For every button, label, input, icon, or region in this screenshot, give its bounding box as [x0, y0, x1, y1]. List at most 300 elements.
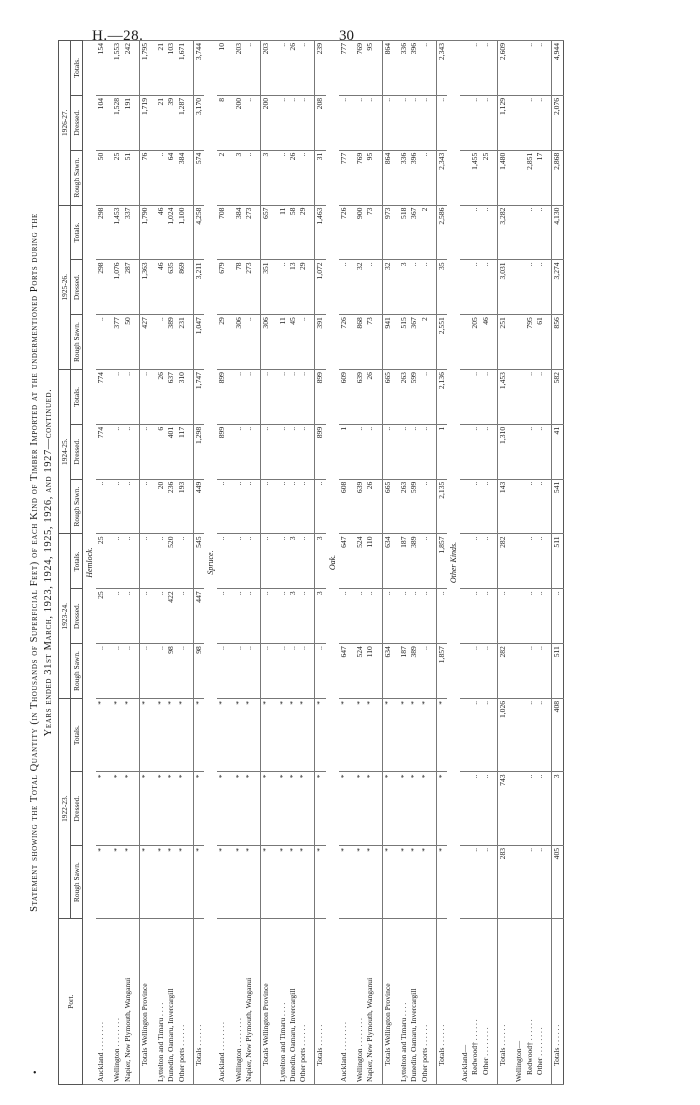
- value-cell: ..: [525, 772, 535, 845]
- value-cell: ..: [420, 534, 430, 589]
- value-cell: 103: [166, 41, 176, 96]
- value-cell: *: [278, 698, 288, 772]
- value-cell: [514, 534, 524, 589]
- value-cell: 973: [382, 205, 393, 260]
- value-cell: ..: [481, 424, 491, 479]
- value-cell: 26: [288, 150, 298, 205]
- value-cell: ..: [470, 772, 480, 845]
- value-cell: ..: [535, 589, 545, 644]
- value-cell: *: [234, 698, 244, 772]
- value-cell: ..: [535, 479, 545, 534]
- value-cell: [514, 260, 524, 315]
- port-cell: Wellington . . . . . . . .: [112, 919, 122, 1085]
- value-cell: ..: [535, 644, 545, 699]
- value-cell: 1,857: [436, 534, 447, 589]
- value-cell: ..: [420, 479, 430, 534]
- value-cell: [514, 772, 524, 845]
- value-cell: *: [298, 772, 308, 845]
- value-cell: *: [288, 845, 298, 918]
- value-cell: 3: [234, 150, 244, 205]
- value-cell: 26: [288, 41, 298, 96]
- value-cell: 545: [194, 534, 205, 589]
- value-cell: 32: [355, 260, 365, 315]
- value-cell: *: [409, 698, 419, 772]
- value-cell: 2,586: [436, 205, 447, 260]
- value-cell: 283: [498, 845, 509, 918]
- value-cell: ..: [420, 260, 430, 315]
- value-cell: *: [420, 845, 430, 918]
- value-cell: *: [139, 698, 150, 772]
- value-cell: ..: [278, 534, 288, 589]
- value-cell: [460, 41, 470, 96]
- value-cell: ..: [112, 370, 122, 425]
- value-cell: 51: [123, 150, 133, 205]
- value-cell: 191: [123, 95, 133, 150]
- value-cell: ..: [278, 370, 288, 425]
- value-cell: ..: [481, 534, 491, 589]
- value-cell: *: [409, 772, 419, 845]
- value-cell: ..: [525, 205, 535, 260]
- value-cell: 203: [261, 41, 272, 96]
- value-cell: 869: [177, 260, 187, 315]
- totals-row: [382, 41, 393, 1085]
- port-cell: Auckland . . . . . . . .: [96, 919, 106, 1085]
- value-cell: 520: [166, 534, 176, 589]
- port-cell: Other . . . . . . . .: [535, 919, 545, 1085]
- value-cell: 2,343: [436, 150, 447, 205]
- rough-sawn-header: Rough Sawn.: [71, 644, 83, 699]
- value-cell: ..: [278, 150, 288, 205]
- value-cell: ..: [470, 41, 480, 96]
- value-cell: 200: [234, 95, 244, 150]
- dressed-header: Dressed.: [71, 589, 83, 644]
- value-cell: ..: [298, 424, 308, 479]
- value-cell: ..: [234, 589, 244, 644]
- value-cell: 3: [261, 150, 272, 205]
- year-header: 1926-27.: [59, 41, 71, 206]
- value-cell: ..: [525, 534, 535, 589]
- value-cell: ..: [298, 315, 308, 370]
- value-cell: 351: [261, 260, 272, 315]
- value-cell: 1,453: [112, 205, 122, 260]
- value-cell: [460, 150, 470, 205]
- value-cell: [514, 479, 524, 534]
- section-heading: Hemlock.: [83, 41, 97, 1085]
- value-cell: 726: [339, 315, 349, 370]
- value-cell: 200: [261, 95, 272, 150]
- value-cell: ..: [382, 589, 393, 644]
- value-cell: 899: [315, 370, 326, 425]
- value-cell: ..: [298, 95, 308, 150]
- value-cell: ..: [399, 589, 409, 644]
- table-row: [470, 41, 480, 1085]
- value-cell: *: [156, 845, 166, 918]
- value-cell: *: [399, 698, 409, 772]
- value-cell: ..: [535, 698, 545, 772]
- value-cell: 665: [382, 370, 393, 425]
- value-cell: [514, 41, 524, 96]
- value-cell: 647: [339, 644, 349, 699]
- value-cell: 3,031: [498, 260, 509, 315]
- value-cell: [460, 772, 470, 845]
- value-cell: ..: [288, 370, 298, 425]
- value-cell: 518: [399, 205, 409, 260]
- totals-row: [261, 41, 272, 1085]
- value-cell: ..: [112, 424, 122, 479]
- value-cell: 193: [177, 479, 187, 534]
- value-cell: *: [288, 772, 298, 845]
- value-cell: 1,287: [177, 95, 187, 150]
- rotated-table-region: [28, 40, 678, 1085]
- value-cell: 20: [156, 479, 166, 534]
- value-cell: 3: [399, 260, 409, 315]
- port-cell: Other ports . . . . . .: [420, 919, 430, 1085]
- value-cell: *: [96, 698, 106, 772]
- value-cell: [514, 589, 524, 644]
- value-cell: 6: [156, 424, 166, 479]
- value-cell: 336: [399, 41, 409, 96]
- value-cell: [460, 589, 470, 644]
- value-cell: 337: [123, 205, 133, 260]
- year-header: 1922-23.: [59, 698, 71, 918]
- section-heading-row: [447, 41, 460, 1085]
- value-cell: 32: [382, 260, 393, 315]
- value-cell: [460, 534, 470, 589]
- value-cell: ..: [481, 772, 491, 845]
- value-cell: *: [112, 845, 122, 918]
- value-cell: 3: [315, 534, 326, 589]
- value-cell: ..: [234, 424, 244, 479]
- value-cell: 25: [481, 150, 491, 205]
- value-cell: ..: [409, 260, 419, 315]
- value-cell: *: [112, 772, 122, 845]
- value-cell: 367: [409, 315, 419, 370]
- value-cell: ..: [420, 370, 430, 425]
- value-cell: *: [399, 772, 409, 845]
- value-cell: ..: [123, 589, 133, 644]
- value-cell: *: [194, 845, 205, 918]
- value-cell: *: [244, 698, 254, 772]
- value-cell: ..: [156, 534, 166, 589]
- value-cell: ..: [481, 205, 491, 260]
- section-heading-row: [204, 41, 217, 1085]
- value-cell: ..: [234, 534, 244, 589]
- value-cell: 251: [498, 315, 509, 370]
- value-cell: 187: [399, 534, 409, 589]
- value-cell: ..: [139, 589, 150, 644]
- value-cell: ..: [436, 589, 447, 644]
- value-cell: ..: [234, 370, 244, 425]
- value-cell: *: [123, 845, 133, 918]
- value-cell: 864: [382, 41, 393, 96]
- value-cell: ..: [365, 424, 375, 479]
- value-cell: ..: [481, 479, 491, 534]
- value-cell: *: [166, 845, 176, 918]
- value-cell: 306: [261, 315, 272, 370]
- value-cell: ..: [288, 95, 298, 150]
- value-cell: 599: [409, 370, 419, 425]
- value-cell: 1,719: [139, 95, 150, 150]
- value-cell: ..: [525, 41, 535, 96]
- value-cell: 1,026: [498, 698, 509, 772]
- value-cell: 377: [112, 315, 122, 370]
- value-cell: 2,136: [436, 370, 447, 425]
- value-cell: 154: [96, 41, 106, 96]
- value-cell: 25: [112, 150, 122, 205]
- value-cell: ..: [288, 479, 298, 534]
- totals-header: Totals.: [71, 41, 83, 96]
- value-cell: 64: [166, 150, 176, 205]
- value-cell: ..: [481, 698, 491, 772]
- value-cell: 634: [382, 534, 393, 589]
- value-cell: *: [436, 772, 447, 845]
- value-cell: 1,463: [315, 205, 326, 260]
- value-cell: *: [409, 845, 419, 918]
- value-cell: 396: [409, 150, 419, 205]
- value-cell: 45: [288, 315, 298, 370]
- value-cell: 639: [355, 370, 365, 425]
- value-cell: 422: [166, 589, 176, 644]
- value-cell: 774: [96, 424, 106, 479]
- value-cell: 110: [365, 534, 375, 589]
- value-cell: ..: [244, 315, 254, 370]
- value-cell: ..: [288, 644, 298, 699]
- port-cell: Redwood† . . . . . .: [525, 919, 535, 1085]
- value-cell: 2,076: [552, 95, 563, 150]
- value-cell: *: [123, 772, 133, 845]
- value-cell: *: [156, 698, 166, 772]
- table-row: [339, 41, 349, 1085]
- value-cell: ..: [96, 315, 106, 370]
- value-cell: 384: [234, 205, 244, 260]
- value-cell: ..: [420, 644, 430, 699]
- value-cell: ..: [399, 95, 409, 150]
- value-cell: 2,851: [525, 150, 535, 205]
- value-cell: 298: [96, 205, 106, 260]
- value-cell: 391: [315, 315, 326, 370]
- section-heading-row: [326, 41, 339, 1085]
- value-cell: 647: [339, 534, 349, 589]
- value-cell: [460, 315, 470, 370]
- value-cell: 1,795: [139, 41, 150, 96]
- value-cell: 3: [288, 589, 298, 644]
- value-cell: 774: [96, 370, 106, 425]
- value-cell: 449: [194, 479, 205, 534]
- totals-row: [315, 41, 326, 1085]
- table-row: [278, 41, 288, 1085]
- value-cell: 3: [288, 534, 298, 589]
- table-row: [525, 41, 535, 1085]
- value-cell: ..: [177, 644, 187, 699]
- table-row: [288, 41, 298, 1085]
- value-cell: 3,274: [552, 260, 563, 315]
- value-cell: ..: [355, 95, 365, 150]
- value-cell: *: [315, 845, 326, 918]
- value-cell: 26: [365, 479, 375, 534]
- value-cell: ..: [525, 479, 535, 534]
- value-cell: ..: [470, 845, 480, 918]
- value-cell: ..: [365, 589, 375, 644]
- value-cell: *: [139, 845, 150, 918]
- value-cell: [460, 260, 470, 315]
- value-cell: ..: [234, 644, 244, 699]
- year-header: 1925-26.: [59, 205, 71, 369]
- value-cell: ..: [217, 479, 227, 534]
- value-cell: 427: [139, 315, 150, 370]
- value-cell: ..: [420, 41, 430, 96]
- value-cell: 856: [552, 315, 563, 370]
- value-cell: 263: [399, 370, 409, 425]
- value-cell: 11: [278, 315, 288, 370]
- value-cell: 599: [409, 479, 419, 534]
- value-cell: *: [123, 698, 133, 772]
- year-header: 1924-25.: [59, 370, 71, 534]
- section-heading-row: [83, 41, 97, 1085]
- value-cell: [514, 315, 524, 370]
- value-cell: 11: [278, 205, 288, 260]
- value-cell: ..: [244, 150, 254, 205]
- value-cell: 1,047: [194, 315, 205, 370]
- value-cell: 39: [166, 95, 176, 150]
- value-cell: *: [315, 698, 326, 772]
- value-cell: ..: [261, 424, 272, 479]
- value-cell: 864: [382, 150, 393, 205]
- value-cell: ..: [244, 644, 254, 699]
- value-cell: 8: [217, 95, 227, 150]
- table-row: [217, 41, 227, 1085]
- value-cell: 1,298: [194, 424, 205, 479]
- value-cell: 1: [436, 424, 447, 479]
- port-cell: Totals . . . . . .: [194, 919, 205, 1085]
- value-cell: 236: [166, 479, 176, 534]
- value-cell: ..: [339, 589, 349, 644]
- value-cell: ..: [525, 424, 535, 479]
- value-cell: *: [177, 772, 187, 845]
- value-cell: ..: [244, 479, 254, 534]
- title-line-2: Years ended 31st March, 1923, 1924, 1925, 1926, and 1927—continued.: [43, 388, 54, 737]
- year-header: 1923-24.: [59, 534, 71, 698]
- port-cell: Lyttelton and Timaru . . . .: [399, 919, 409, 1085]
- value-cell: 2,343: [436, 41, 447, 96]
- value-cell: *: [382, 772, 393, 845]
- table-row: [514, 41, 524, 1085]
- value-cell: ..: [261, 479, 272, 534]
- value-cell: 25: [96, 589, 106, 644]
- value-cell: 231: [177, 315, 187, 370]
- value-cell: ..: [409, 589, 419, 644]
- table-row: [365, 41, 375, 1085]
- port-cell: Wellington—: [514, 919, 524, 1085]
- value-cell: 367: [409, 205, 419, 260]
- value-cell: 2,609: [498, 41, 509, 96]
- value-cell: 95: [365, 41, 375, 96]
- value-cell: *: [139, 772, 150, 845]
- value-cell: 46: [156, 205, 166, 260]
- value-cell: *: [234, 845, 244, 918]
- value-cell: ..: [139, 370, 150, 425]
- value-cell: ..: [481, 95, 491, 150]
- value-cell: 574: [194, 150, 205, 205]
- value-cell: ..: [470, 479, 480, 534]
- value-cell: *: [365, 772, 375, 845]
- value-cell: 1,363: [139, 260, 150, 315]
- value-cell: 743: [498, 772, 509, 845]
- table-row: [409, 41, 419, 1085]
- timber-import-table: [58, 40, 564, 1085]
- value-cell: 899: [217, 370, 227, 425]
- value-cell: ..: [123, 479, 133, 534]
- value-cell: ..: [298, 589, 308, 644]
- value-cell: ..: [382, 424, 393, 479]
- value-cell: [514, 644, 524, 699]
- totals-header: Totals.: [71, 205, 83, 260]
- value-cell: 1,072: [315, 260, 326, 315]
- value-cell: 1,857: [436, 644, 447, 699]
- value-cell: 405: [552, 845, 563, 918]
- value-cell: ..: [470, 205, 480, 260]
- value-cell: 1,671: [177, 41, 187, 96]
- value-cell: ..: [244, 534, 254, 589]
- table-row: [96, 41, 106, 1085]
- value-cell: 795: [525, 315, 535, 370]
- value-cell: ..: [481, 260, 491, 315]
- value-cell: 447: [194, 589, 205, 644]
- value-cell: *: [339, 772, 349, 845]
- value-cell: *: [420, 698, 430, 772]
- value-cell: [514, 698, 524, 772]
- value-cell: ..: [355, 589, 365, 644]
- value-cell: 26: [365, 370, 375, 425]
- value-cell: 76: [139, 150, 150, 205]
- value-cell: *: [261, 772, 272, 845]
- value-cell: 635: [166, 260, 176, 315]
- value-cell: ..: [298, 644, 308, 699]
- section-heading: Other Kinds.: [447, 41, 460, 1085]
- value-cell: 203: [234, 41, 244, 96]
- value-cell: ..: [535, 41, 545, 96]
- port-header: Port.: [59, 919, 83, 1085]
- page-number: 30: [339, 28, 354, 44]
- value-cell: ..: [112, 479, 122, 534]
- value-cell: ..: [112, 644, 122, 699]
- value-cell: ..: [139, 424, 150, 479]
- value-cell: ..: [278, 644, 288, 699]
- value-cell: 273: [244, 260, 254, 315]
- value-cell: 511: [552, 534, 563, 589]
- section-heading: Oak.: [326, 41, 339, 1085]
- value-cell: ..: [315, 644, 326, 699]
- value-cell: 21: [156, 95, 166, 150]
- value-cell: ..: [298, 370, 308, 425]
- table-row: [399, 41, 409, 1085]
- value-cell: 777: [339, 41, 349, 96]
- value-cell: 3,170: [194, 95, 205, 150]
- value-cell: ..: [498, 589, 509, 644]
- value-cell: *: [217, 845, 227, 918]
- value-cell: 287: [123, 260, 133, 315]
- value-cell: *: [278, 845, 288, 918]
- value-cell: ..: [298, 150, 308, 205]
- value-cell: 3,211: [194, 260, 205, 315]
- value-cell: ..: [470, 534, 480, 589]
- value-cell: *: [436, 845, 447, 918]
- value-cell: [460, 205, 470, 260]
- table-row: [177, 41, 187, 1085]
- value-cell: 1,790: [139, 205, 150, 260]
- value-cell: *: [244, 845, 254, 918]
- port-cell: Lyttelton and Timaru . . . .: [278, 919, 288, 1085]
- value-cell: 26: [156, 370, 166, 425]
